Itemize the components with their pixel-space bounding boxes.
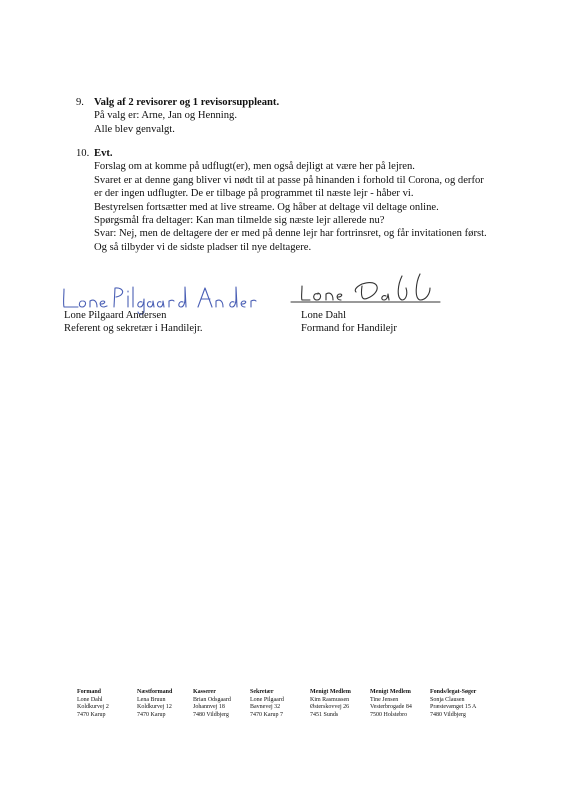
item-number: 10. — [76, 148, 90, 159]
member-role: Næstformand — [137, 689, 173, 695]
member-role: Formand — [77, 689, 101, 695]
signature-block-left — [64, 309, 203, 336]
member-role: Kasserer — [193, 689, 216, 695]
member-city: 7480 Vildbjerg — [430, 711, 466, 718]
item-line: Svar: Nej, men de deltagere der er med på denne lejr har fortrinsret, og får invitationen først. — [94, 228, 487, 240]
footer-member — [250, 689, 284, 719]
member-role: Menigt Medlem — [370, 689, 411, 695]
item-line: På valg er: Arne, Jan og Henning. — [94, 110, 237, 122]
signer-name: Lone Pilgaard Andersen — [64, 310, 167, 321]
footer-member — [137, 689, 172, 719]
member-city: 7480 Vildbjerg — [193, 711, 229, 718]
item-title: Evt. — [94, 148, 113, 159]
signer-role: Referent og sekretær i Handilejr. — [64, 323, 203, 335]
signature-block-right — [301, 309, 397, 336]
footer-member — [193, 689, 231, 719]
member-name: Lena Bruun — [137, 696, 166, 703]
member-name: Sonja Clausen — [430, 696, 465, 703]
footer-member — [370, 689, 412, 719]
item-line: Svaret er at denne gang bliver vi nødt til at passe på hinanden i forhold til Corona, og derfor — [94, 174, 484, 186]
member-role: Fonds/legat-Søger — [430, 689, 477, 695]
member-name: Lone Dahl — [77, 696, 103, 703]
handwritten-signature-right — [290, 272, 460, 310]
signer-name: Lone Dahl — [301, 310, 347, 321]
member-address: Koldkurvej 12 — [137, 704, 172, 711]
member-address: Johannvej 18 — [193, 704, 225, 711]
member-address: Koldkurvej 2 — [77, 704, 109, 711]
member-city: 7470 Karup — [77, 711, 106, 718]
member-city: 7500 Holstebro — [370, 711, 408, 718]
item-line: Forslag om at komme på udflugt(er), men også dejligt at være her på lejren. — [94, 161, 415, 173]
member-city: 7451 Sunds — [310, 711, 339, 718]
member-name: Kim Rasmussen — [310, 696, 350, 703]
item-line: Bestyrelsen fortsætter med at live streame. Og håber at deltage vil deltage online. — [94, 201, 439, 213]
member-role: Menigt Medlem — [310, 689, 351, 695]
member-name: Brian Odsgaard — [193, 696, 231, 703]
member-address: Østerskovvej 26 — [310, 704, 350, 711]
item-line: Alle blev genvalgt. — [94, 123, 175, 135]
member-role: Sekretær — [250, 689, 274, 695]
item-line: Spørgsmål fra deltager: Kan man tilmelde sig næste lejr allerede nu? — [94, 215, 385, 226]
member-address: Præstevænget 15 A — [430, 704, 477, 711]
footer-member — [430, 689, 476, 719]
member-name: Lone Pilgaard — [250, 696, 284, 703]
item-title: Valg af 2 revisorer og 1 revisorsuppleant. — [94, 97, 280, 108]
member-city: 7470 Karup 7 — [250, 711, 283, 718]
signer-role: Formand for Handilejr — [301, 323, 397, 335]
footer-member — [310, 689, 351, 719]
member-city: 7470 Karup — [137, 711, 166, 718]
member-address: Vesterbrogade 84 — [370, 704, 412, 711]
item-line: er der ingen udflugter. De er tilbage på programmet til næste lejr - håber vi. — [94, 188, 414, 200]
member-name: Tine Jensen — [370, 696, 399, 703]
item-number: 9. — [76, 97, 84, 108]
footer-member — [77, 689, 109, 719]
item-line: Og så tilbyder vi de sidste pladser til nye deltagere. — [94, 241, 312, 253]
member-address: Bavnevej 32 — [250, 704, 281, 711]
